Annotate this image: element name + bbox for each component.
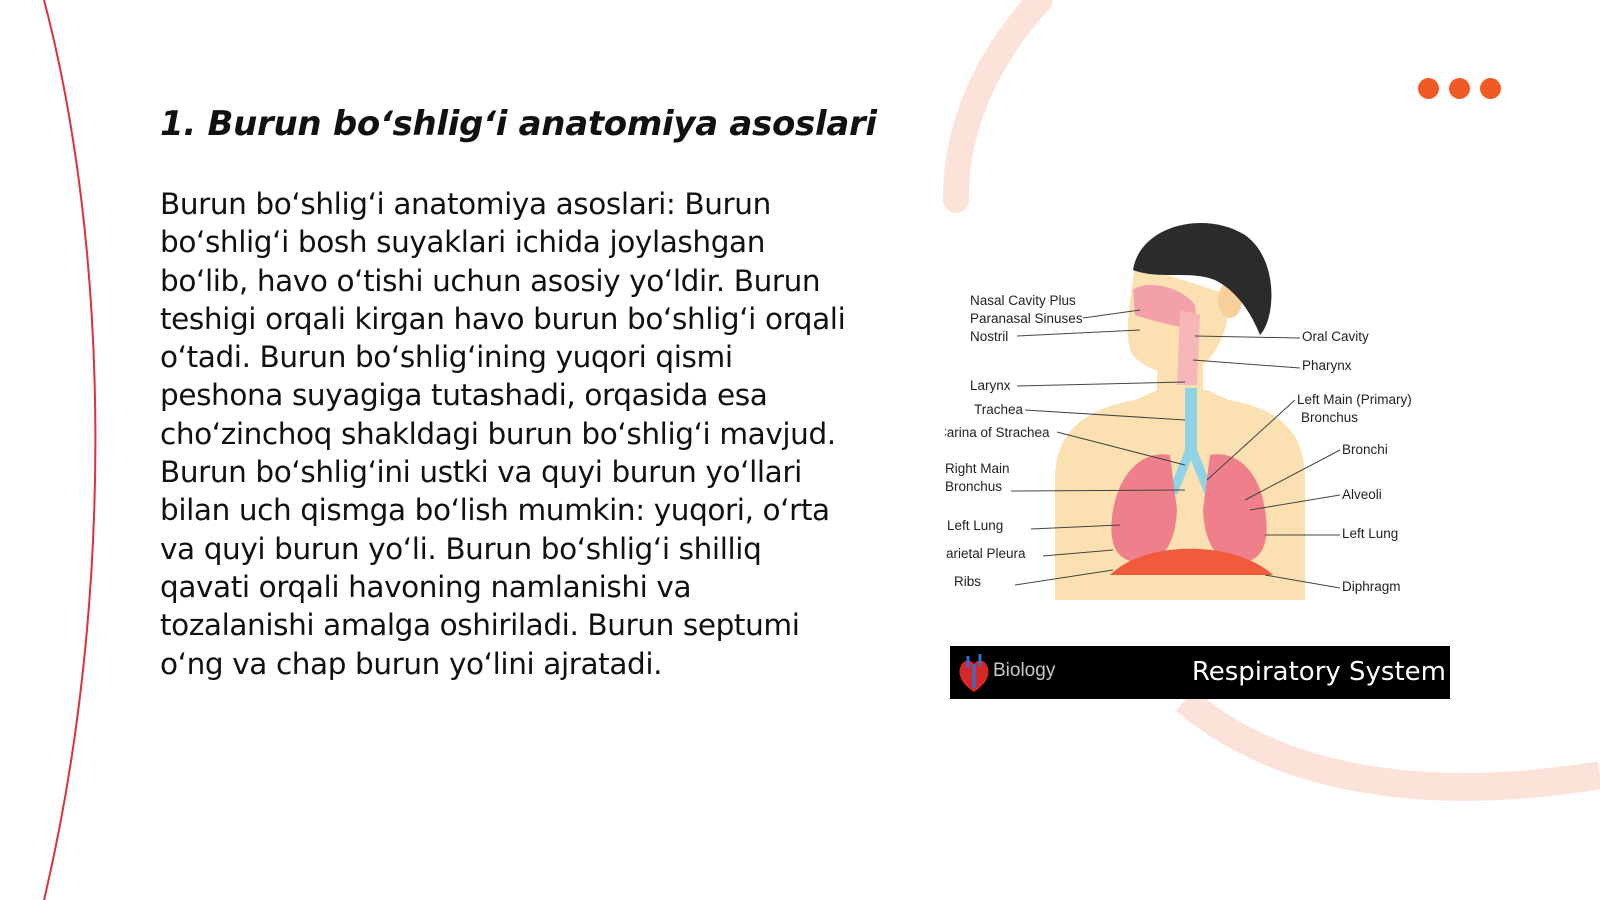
dot-1	[1418, 78, 1439, 99]
slide-title: 1. Burun bo‘shlig‘i anatomiya asoslari	[160, 104, 877, 144]
label-left-main-line1: Left Main (Primary)	[1297, 392, 1412, 407]
label-parietal-pleura: Parietal Pleura	[945, 546, 1026, 561]
bottom-peach-arc	[1185, 700, 1600, 787]
label-alveoli: Alveoli	[1342, 487, 1382, 502]
label-carina: Carina of Strachea	[945, 425, 1050, 440]
respiratory-illustration	[945, 210, 1450, 620]
label-nostril: Nostril	[970, 329, 1009, 344]
pharynx-shape	[1177, 310, 1200, 385]
label-left-lung-left: Left Lung	[947, 518, 1004, 533]
top-peach-arc	[956, 0, 1040, 200]
slide-body-text: Burun bo‘shlig‘i anatomiya asoslari: Burun bo‘shlig‘i bosh suyaklari ichida joylashgan bo‘lib, havo o‘tishi uchun asosiy yo‘ldir. Burun teshigi orqali kirgan havo burun bo‘shlig‘i orqali o‘tadi. Burun bo‘shlig‘ining yuqori qismi peshona suyagiga tutashadi, orqasida esa cho‘zinchoq shakldagi burun bo‘shlig‘i mavjud. Burun bo‘shlig‘ini ustki va quyi burun yo‘llari bilan uch qismga bo‘lish mumkin: yuqori, o‘rta va quyi burun yo‘li. Burun bo‘shlig‘i shilliq qavati orqali havoning namlanishi va tozalanishi amalga oshiriladi. Burun septumi o‘ng va chap burun yo‘lini ajratadi.	[160, 187, 846, 681]
label-right-main-line2: Bronchus	[945, 479, 1003, 494]
dot-2	[1449, 78, 1470, 99]
respiratory-diagram	[945, 210, 1450, 620]
label-left-lung-right: Left Lung	[1342, 526, 1399, 541]
left-red-curve	[44, 0, 95, 900]
label-pharynx: Pharynx	[1302, 358, 1352, 373]
label-bronchi: Bronchi	[1342, 442, 1388, 457]
diagram-banner	[950, 646, 1450, 699]
dot-3	[1480, 78, 1501, 99]
label-trachea: Trachea	[974, 402, 1024, 417]
label-left-main-line2: Bronchus	[1301, 410, 1359, 425]
banner-brand: Biology	[993, 660, 1056, 681]
decorative-dots	[1418, 78, 1501, 99]
label-right-main-line1: Right Main	[945, 461, 1010, 476]
label-larynx: Larynx	[970, 378, 1011, 393]
banner-title: Respiratory System	[1191, 657, 1446, 687]
heart-icon	[956, 650, 992, 696]
label-nasal-cavity-line2: Paranasal Sinuses	[970, 311, 1083, 326]
label-oral-cavity: Oral Cavity	[1302, 329, 1369, 344]
label-nasal-cavity-line1: Nasal Cavity Plus	[970, 293, 1076, 308]
label-ribs: Ribs	[954, 574, 982, 589]
label-diaphragm: Diphragm	[1342, 579, 1401, 594]
